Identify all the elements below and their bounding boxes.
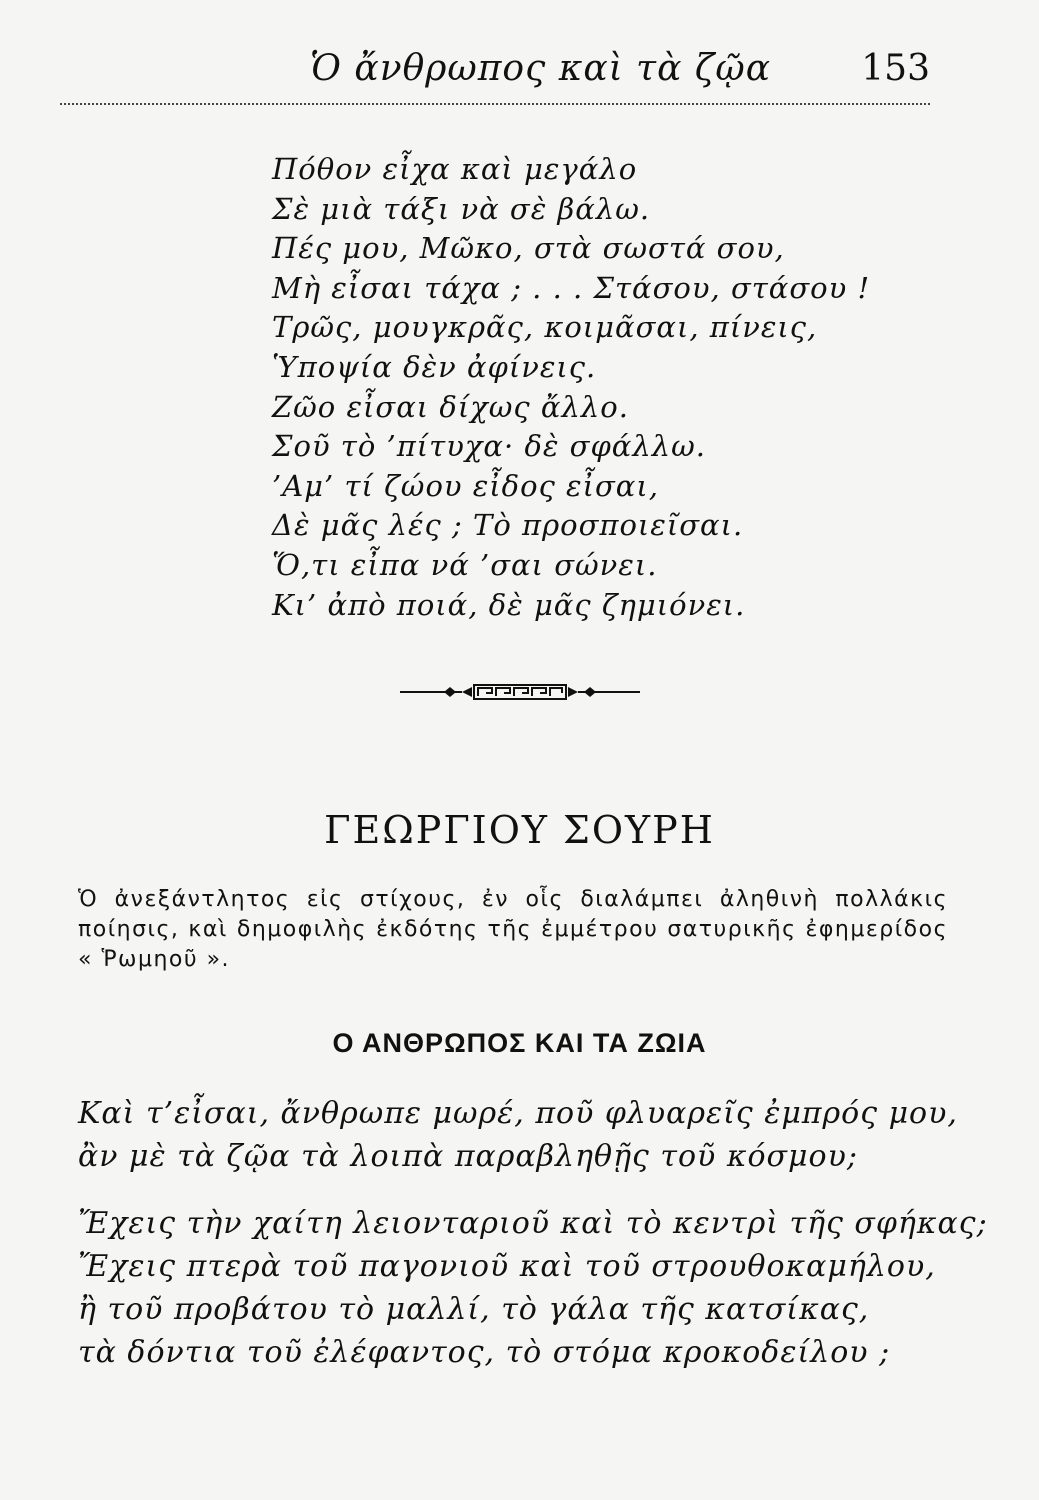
author-bio: Ὁ ἀνεξάντλητος εἰς στίχους, ἐν οἷς διαλάμπει ἀληθινὴ πολλάκις ποίησις, καὶ δημοφιλὴς ἐκδότης τῆς ἐμμέτρου σατυρικῆς ἐφημερίδος « Ῥωμηοῦ ». — [78, 887, 948, 972]
verse-line: ἢ τοῦ προβάτου τὸ μαλλί, τὸ γάλα τῆς κατσίκας, — [78, 1292, 870, 1327]
header-rule — [60, 103, 930, 105]
poem-continuation — [272, 150, 892, 625]
verse-line: Δὲ μᾶς λές ; Τὸ προσποιεῖσαι. — [272, 508, 744, 543]
stanza — [78, 1092, 978, 1178]
verse-line: Ὑποψία δὲν ἀφίνεις. — [272, 349, 597, 384]
verse-line: Πόθον εἶχα καὶ μεγάλο — [272, 152, 638, 186]
stanza — [78, 1202, 988, 1374]
verse-line: Πές μου, Μῶκο, στὰ σωστά σου, — [272, 231, 785, 266]
verse-line: ’Αμ’ τί ζώου εἶδος εἶσαι, — [272, 468, 659, 503]
verse-line: Τρῶς, μουγκρᾶς, κοιμᾶσαι, πίνεις, — [272, 310, 818, 345]
page-header — [80, 48, 930, 104]
verse-line: Ὅ,τι εἶπα νά ’σαι σώνει. — [272, 547, 658, 582]
verse-line: Ἔχεις πτερὰ τοῦ παγονιοῦ καὶ τοῦ στρουθοκαμήλου, — [78, 1249, 936, 1284]
page-number: 153 — [861, 48, 930, 89]
verse-line: Σὲ μιὰ τάξι νὰ σὲ βάλω. — [272, 191, 651, 226]
verse-line: ἂν μὲ τὰ ζῷα τὰ λοιπὰ παραβληθῇς τοῦ κόσμου; — [78, 1139, 858, 1174]
verse-line: Ἔχεις τὴν χαίτη λειονταριοῦ καὶ τὸ κεντρὶ τῆς σφήκας; — [78, 1206, 988, 1241]
verse-line: Κι’ ἀπὸ ποιά, δὲ μᾶς ζημιόνει. — [272, 587, 746, 622]
verse-line: Ζῶο εἶσαι δίχως ἄλλο. — [272, 389, 629, 424]
running-title: Ὁ ἄνθρωπος καὶ τὰ ζῷα — [310, 48, 772, 89]
poem-title: Ο ΑΝΘΡΩΠΟΣ ΚΑΙ ΤΑ ΖΩΙΑ — [332, 1028, 707, 1058]
author-heading: ΓΕΩΡΓΙΟΥ ΣΟΥΡΗ — [324, 808, 715, 852]
verse-line: τὰ δόντια τοῦ ἐλέφαντος, τὸ στόμα κροκοδείλου ; — [78, 1335, 891, 1370]
verse-line: Μὴ εἶσαι τάχα ; . . . Στάσου, στάσου ! — [272, 270, 871, 305]
verse-line: Σοῦ τὸ ’πίτυχα· δὲ σφάλλω. — [272, 429, 706, 464]
ornament-divider-icon — [400, 682, 640, 702]
verse-line: Καὶ τ’εἶσαι, ἄνθρωπε μωρέ, ποῦ φλυαρεῖς ἐμπρός μου, — [78, 1096, 958, 1131]
